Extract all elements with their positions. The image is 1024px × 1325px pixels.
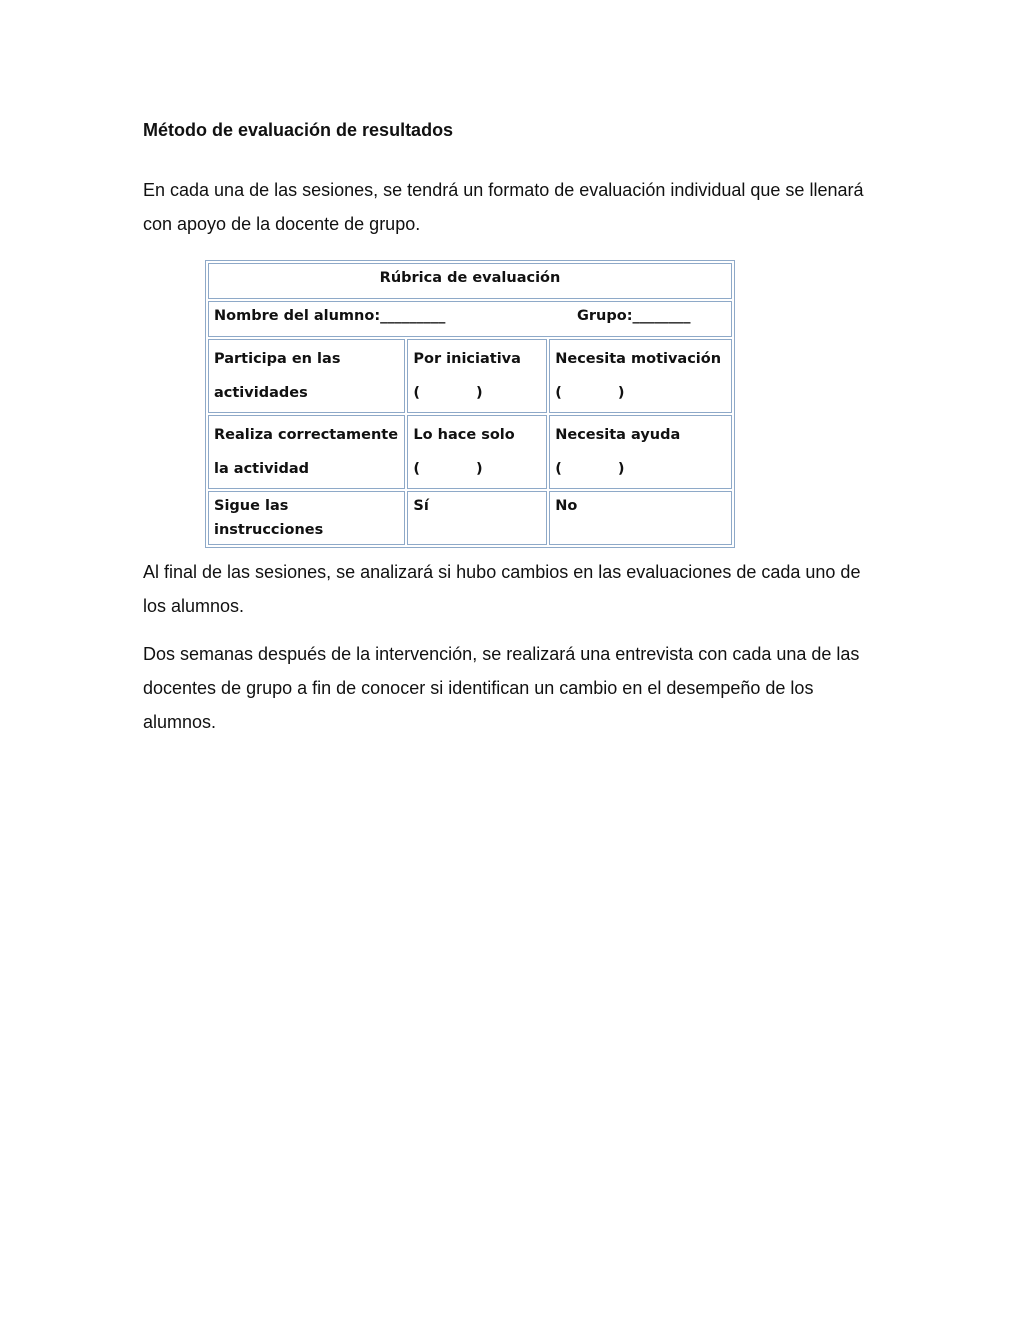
checkbox-parentheses: ( ) [413, 461, 483, 477]
rubric-row [208, 491, 732, 545]
rubric-row [208, 415, 732, 489]
student-name-field: Nombre del alumno:_________ [214, 308, 446, 324]
checkbox-parentheses: ( ) [555, 461, 625, 477]
criterion-label: Realiza correctamente [214, 427, 399, 443]
group-field: Grupo:________ [577, 308, 691, 324]
rubric-row [208, 339, 732, 413]
option-cell: No [549, 491, 732, 545]
option-cell [549, 415, 732, 489]
criterion-cell: Sigue las instrucciones [208, 491, 405, 545]
option-label: Lo hace solo [413, 427, 515, 443]
criterion-label: Participa en las [214, 351, 341, 367]
option-cell: Sí [407, 491, 547, 545]
option-label: Necesita ayuda [555, 427, 681, 443]
criterion-cell [208, 415, 405, 489]
criterion-label: actividades [214, 385, 308, 401]
section-heading: Método de evaluación de resultados [143, 120, 454, 140]
option-label: Necesita motivación [555, 351, 722, 367]
option-cell [407, 415, 547, 489]
rubric-title: Rúbrica de evaluación [208, 263, 732, 299]
criterion-cell [208, 339, 405, 413]
rubric-student-cell [208, 301, 732, 337]
option-cell [407, 339, 547, 413]
rubric-student-row [208, 301, 732, 337]
checkbox-parentheses: ( ) [413, 385, 483, 401]
evaluation-rubric-table [205, 260, 735, 548]
intro-paragraph: En cada una de las sesiones, se tendrá un formato de evaluación individual que se llenará con apoyo de la docente de grupo. [143, 180, 864, 234]
rubric-title-row [208, 263, 732, 299]
option-cell [549, 339, 732, 413]
final-paragraph: Al final de las sesiones, se analizará si hubo cambios en las evaluaciones de cada uno de los alumnos. [143, 562, 861, 616]
interview-paragraph: Dos semanas después de la intervención, se realizará una entrevista con cada una de las docentes de grupo a fin de conocer si identifican un cambio en el desempeño de los alumnos. [143, 644, 860, 732]
checkbox-parentheses: ( ) [555, 385, 625, 401]
option-label: Por iniciativa [413, 351, 521, 367]
criterion-label: la actividad [214, 461, 310, 477]
